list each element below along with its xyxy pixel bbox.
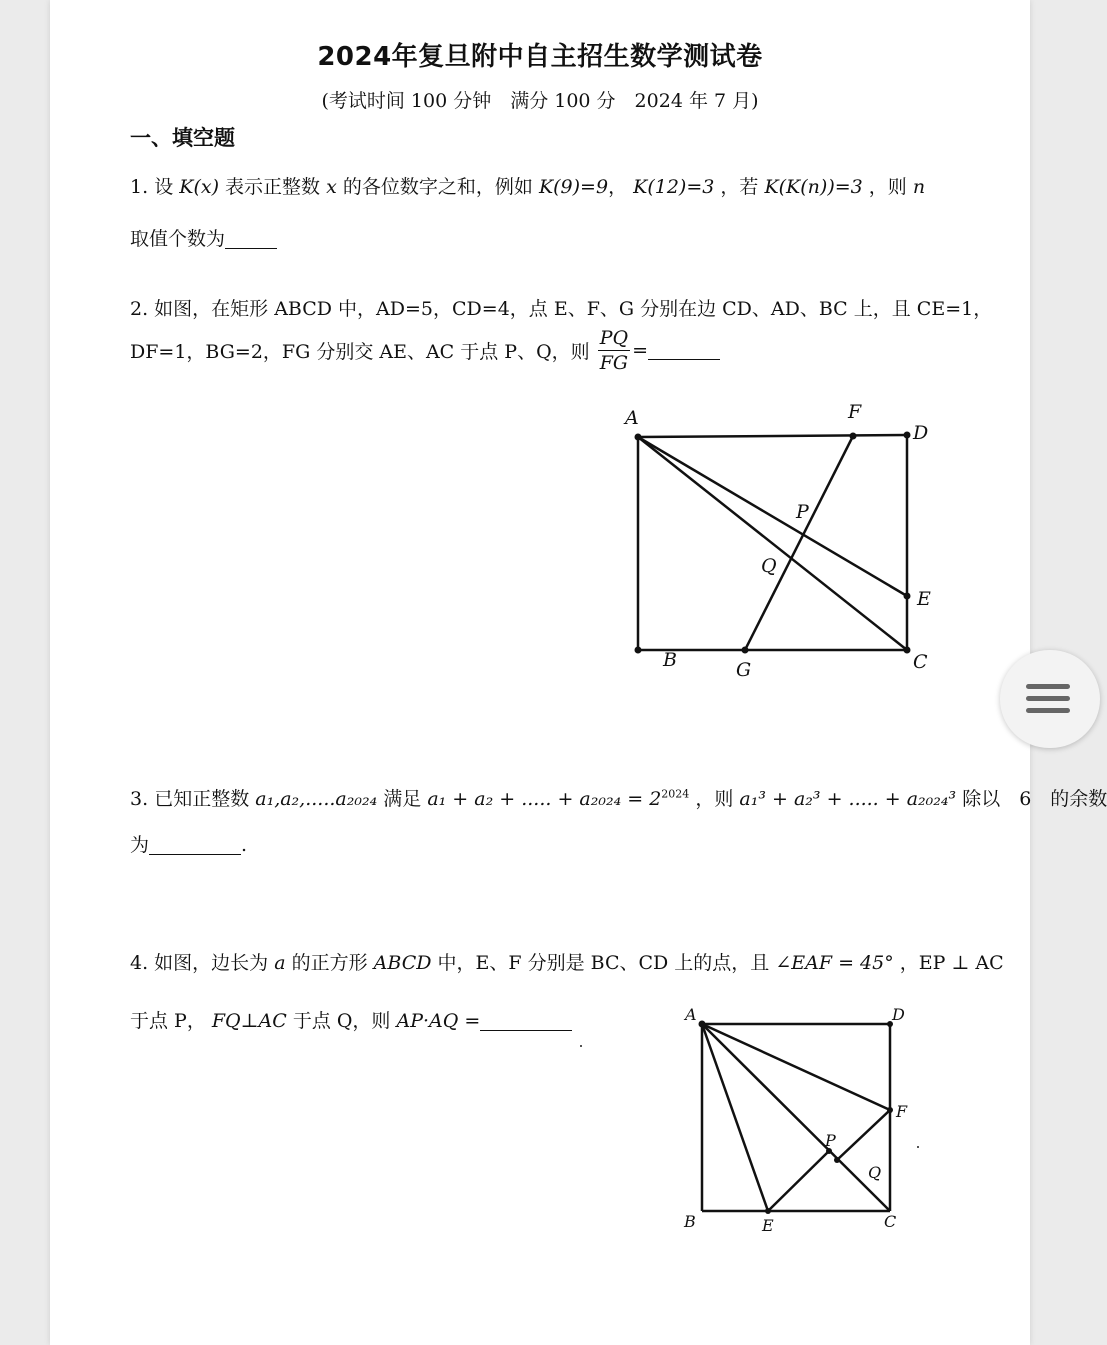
segment-af: [702, 1024, 890, 1110]
q3-text: 为: [130, 834, 150, 856]
square-figure: [670, 1000, 930, 1240]
math-abcd: ABCD: [373, 952, 432, 974]
q4-text: ，EP ⊥ AC: [899, 952, 1004, 974]
label-g: G: [736, 659, 752, 681]
q4-text: 于点 Q，则: [292, 1010, 391, 1032]
q3-text: .: [241, 834, 248, 856]
answer-blank: [480, 1012, 572, 1031]
exam-info: (考试时间 100 分钟 满分 100 分 2024 年 7 月): [321, 90, 759, 112]
math-example-2: K(12)=3: [633, 176, 715, 198]
label-b: B: [663, 649, 677, 671]
point-f: [887, 1107, 893, 1113]
math-cube-sum: a₁³ + a₂³ + ..... + a₂₀₂₄³: [739, 788, 957, 810]
point-d: [904, 432, 911, 439]
question-1-line-2: [130, 224, 277, 251]
point-e: [765, 1208, 771, 1214]
label-e: E: [917, 588, 931, 610]
math-example-1: K(9)=9: [538, 176, 609, 198]
label-p: P: [796, 501, 809, 523]
section-heading: 一、填空题: [130, 126, 235, 150]
point-b: [635, 647, 642, 654]
point-g: [742, 647, 749, 654]
math-angle: ∠EAF = 45°: [775, 952, 894, 974]
math-exponent: 2024: [661, 787, 690, 801]
q3-text: 满足: [383, 788, 422, 810]
rectangle-figure: [605, 398, 1005, 688]
segment-fq: [837, 1110, 890, 1160]
diagonal-ac: [638, 437, 907, 650]
label-d: D: [913, 422, 929, 444]
math-kx: K(x): [179, 176, 219, 198]
q3-text: 已知正整数: [154, 788, 250, 810]
label-f: F: [848, 401, 862, 423]
label-a: A: [685, 1005, 697, 1024]
label-e: E: [762, 1216, 774, 1235]
point-c: [904, 647, 911, 654]
answer-blank: [648, 341, 720, 360]
q3-text: 除以 6 的余数: [962, 788, 1107, 810]
label-a: A: [625, 407, 639, 429]
point-e: [904, 593, 911, 600]
q1-text: ，: [608, 176, 628, 198]
math-sequence: a₁,a₂,.....a₂₀₂₄: [255, 788, 378, 810]
label-f: F: [896, 1102, 908, 1121]
question-1-line-1: [130, 172, 925, 199]
answer-blank: [225, 230, 277, 249]
point-a: [635, 434, 642, 441]
q3-text: ，则: [695, 788, 734, 810]
math-fq-perp: FQ⊥AC: [211, 1010, 287, 1032]
math-sum: a₁ + a₂ + ..... + a₂₀₂₄ = 2: [427, 788, 662, 810]
label-d: D: [892, 1005, 905, 1024]
segment-fg: [745, 436, 853, 650]
point-f: [850, 433, 857, 440]
fraction-numerator: PQ: [599, 327, 629, 349]
point-q: [834, 1157, 840, 1163]
label-q: Q: [868, 1163, 882, 1182]
label-b: B: [684, 1212, 696, 1231]
speck: [580, 1045, 582, 1047]
math-product: AP·AQ =: [396, 1010, 481, 1032]
question-number: 3.: [130, 788, 149, 810]
answer-blank: [149, 836, 241, 855]
q1-text: 取值个数为: [130, 228, 226, 250]
math-n: n: [912, 176, 926, 198]
fraction-pq-fg: [598, 326, 630, 375]
q1-text: ，则: [868, 176, 907, 198]
label-c: C: [884, 1212, 897, 1231]
page-title: 2024年复旦附中自主招生数学测试卷: [317, 42, 763, 72]
question-4-line-2: [130, 1006, 572, 1033]
question-number: 1.: [130, 176, 149, 198]
q2-text: DF=1，BG=2，FG 分别交 AE、AC 于点 P、Q，则: [130, 341, 590, 363]
segment-ad: [638, 435, 907, 437]
question-4-line-1: [130, 948, 1004, 975]
math-condition: K(K(n))=3: [764, 176, 863, 198]
label-p: P: [825, 1131, 836, 1150]
question-2-line-2: [130, 326, 720, 375]
q4-text: 于点 P，: [130, 1010, 206, 1032]
exam-page: [50, 0, 1107, 1345]
q1-text: 表示正整数: [225, 176, 321, 198]
question-3-line-1: [130, 784, 1107, 811]
segment-ep: [768, 1151, 829, 1211]
point-a: [699, 1021, 706, 1028]
question-3-line-2: [130, 830, 247, 857]
q4-text: 的正方形: [291, 952, 368, 974]
math-a: a: [274, 952, 286, 974]
math-x: x: [326, 176, 337, 198]
menu-button[interactable]: [1000, 650, 1100, 748]
question-2-line-1: 2. 如图，在矩形 ABCD 中，AD=5，CD=4，点 E、F、G 分别在边 CD、AD、BC 上，且 CE=1，: [130, 298, 993, 320]
label-c: C: [913, 651, 928, 673]
q4-text: 中，E、F 分别是 BC、CD 上的点，且: [437, 952, 770, 974]
q1-text: 的各位数字之和，例如: [342, 176, 533, 198]
q1-text: 设: [154, 176, 174, 198]
q4-text: 4. 如图，边长为: [130, 952, 269, 974]
q1-text: ，若: [720, 176, 759, 198]
q2-text: =: [632, 339, 648, 362]
label-q-visible: Q: [761, 555, 777, 577]
segment-ae: [702, 1024, 768, 1211]
fraction-denominator: FG: [599, 352, 629, 374]
